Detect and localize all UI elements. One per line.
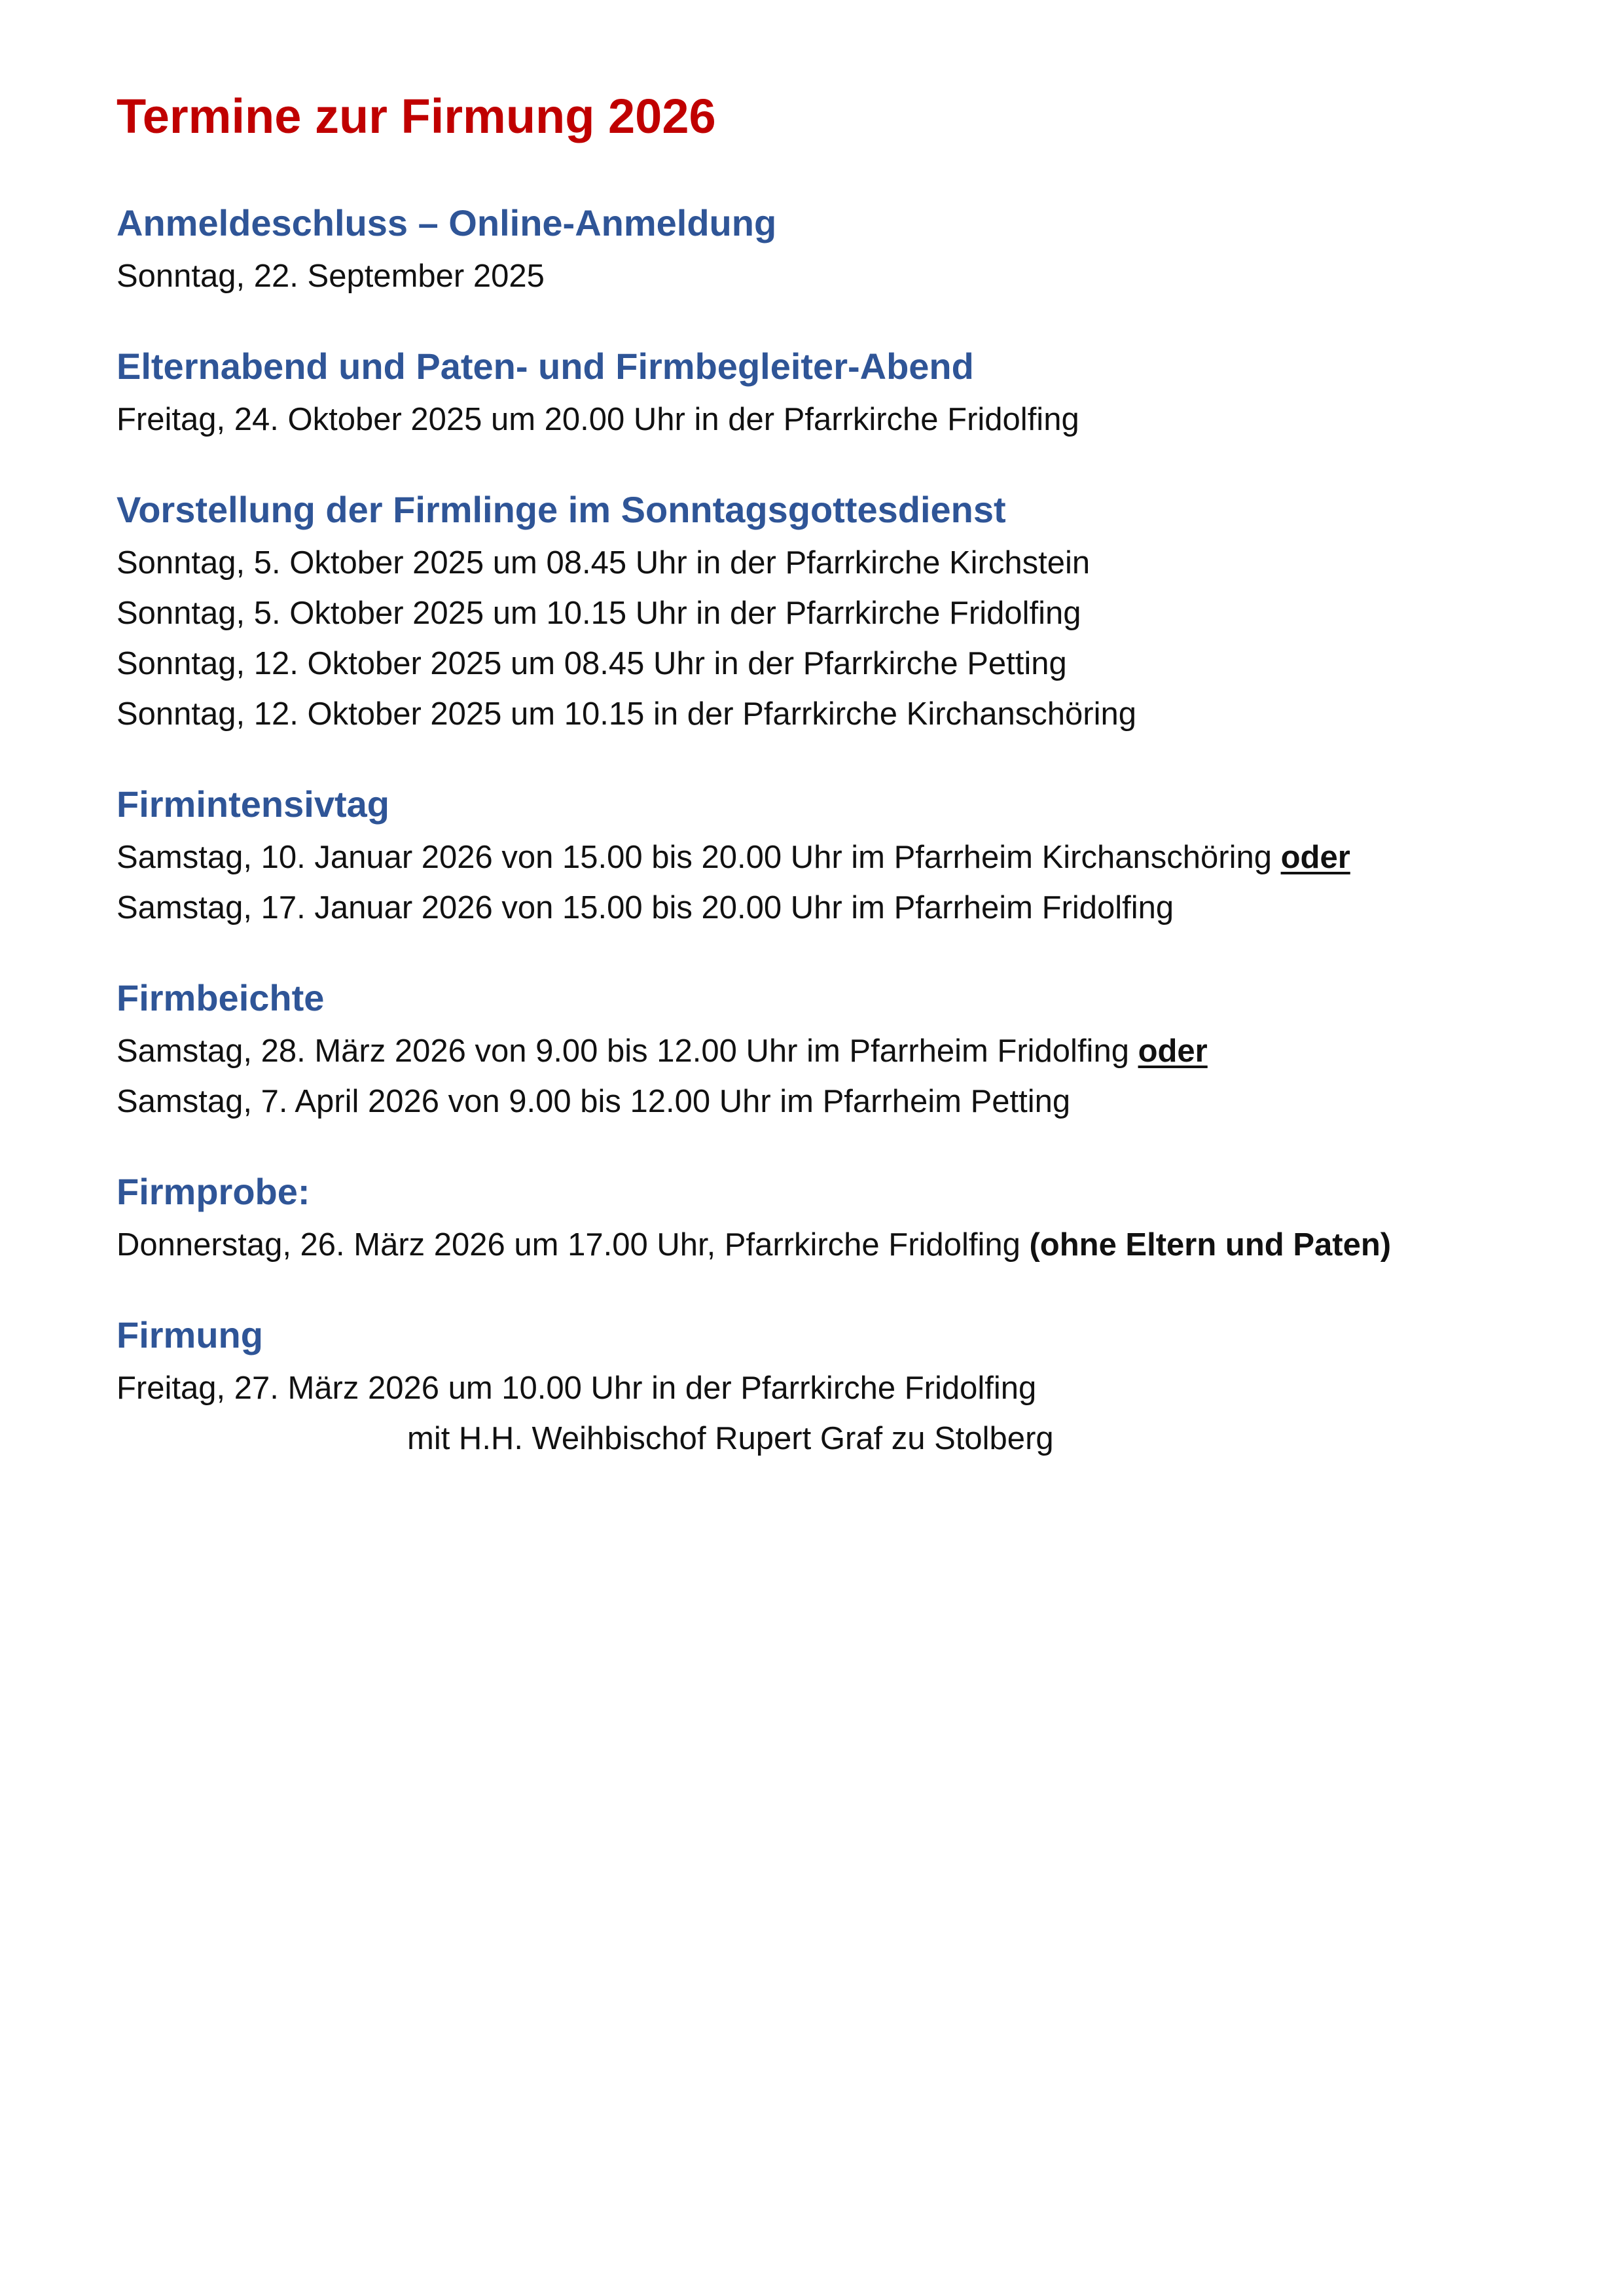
date-line xyxy=(117,1220,1557,1270)
section-firmprobe xyxy=(117,1164,1557,1270)
date-line: Sonntag, 12. Oktober 2025 um 10.15 in der Pfarrkirche Kirchanschöring xyxy=(117,696,1136,732)
date-line: Samstag, 7. April 2026 von 9.00 bis 12.00 Uhr im Pfarrheim Petting xyxy=(117,1084,1071,1119)
section-heading: Firmintensivtag xyxy=(117,783,389,825)
date-line: Sonntag, 22. September 2025 xyxy=(117,259,545,294)
date-text: Samstag, 28. März 2026 von 9.00 bis 12.00 Uhr im Pfarrheim Fridolfing xyxy=(117,1033,1138,1069)
section-firmintensivtag xyxy=(117,776,1557,933)
section-heading: Firmbeichte xyxy=(117,977,325,1018)
date-line: Sonntag, 12. Oktober 2025 um 08.45 Uhr in der Pfarrkirche Petting xyxy=(117,646,1067,681)
date-line: Samstag, 17. Januar 2026 von 15.00 bis 20.00 Uhr im Pfarrheim Fridolfing xyxy=(117,890,1174,925)
oder-emphasis: oder xyxy=(1138,1033,1208,1069)
section-heading: Anmeldeschluss – Online-Anmeldung xyxy=(117,202,777,243)
section-vorstellung xyxy=(117,482,1557,740)
date-text: Samstag, 10. Januar 2026 von 15.00 bis 20.00 Uhr im Pfarrheim Kirchanschöring xyxy=(117,840,1281,875)
date-line: Freitag, 27. März 2026 um 10.00 Uhr in der Pfarrkirche Fridolfing xyxy=(117,1371,1037,1406)
section-heading: Vorstellung der Firmlinge im Sonntagsgottesdienst xyxy=(117,489,1006,530)
date-line: Freitag, 24. Oktober 2025 um 20.00 Uhr in der Pfarrkirche Fridolfing xyxy=(117,402,1079,437)
section-anmeldeschluss xyxy=(117,195,1557,302)
section-firmung xyxy=(117,1307,1557,1464)
section-heading: Elternabend und Paten- und Firmbegleiter-Abend xyxy=(117,346,974,387)
section-heading: Firmung xyxy=(117,1314,263,1355)
oder-emphasis: oder xyxy=(1280,840,1350,875)
celebrant-line: mit H.H. Weihbischof Rupert Graf zu Stolberg xyxy=(407,1421,1054,1456)
section-elternabend xyxy=(117,338,1557,445)
page-title: Termine zur Firmung 2026 xyxy=(117,89,716,143)
date-line: Sonntag, 5. Oktober 2025 um 10.15 Uhr in der Pfarrkirche Fridolfing xyxy=(117,596,1081,631)
note-emphasis: (ohne Eltern und Paten) xyxy=(1029,1227,1392,1263)
date-text: Donnerstag, 26. März 2026 um 17.00 Uhr, Pfarrkirche Fridolfing xyxy=(117,1227,1030,1263)
date-line: Sonntag, 5. Oktober 2025 um 08.45 Uhr in der Pfarrkirche Kirchstein xyxy=(117,545,1091,581)
date-line xyxy=(117,833,1557,883)
date-line xyxy=(117,1026,1557,1077)
section-firmbeichte xyxy=(117,970,1557,1127)
document-page xyxy=(117,77,1557,1464)
section-heading: Firmprobe: xyxy=(117,1171,310,1212)
